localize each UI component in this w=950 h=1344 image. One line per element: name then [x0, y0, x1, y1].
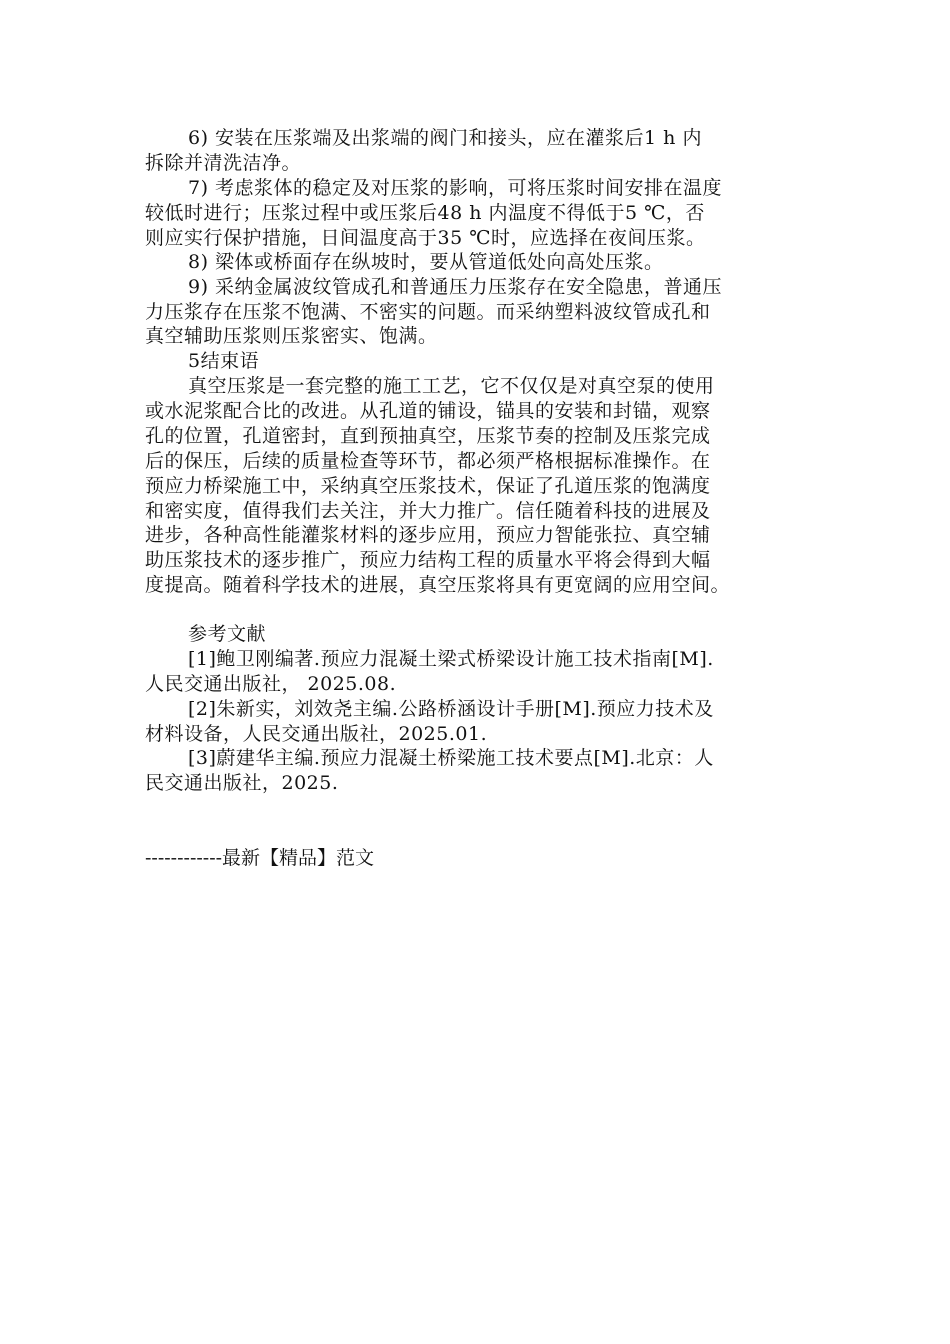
reference-line: [1]鲍卫刚编著.预应力混凝土梁式桥梁设计施工技术指南[M]. [188, 648, 714, 670]
paragraph-line: 真空压浆是一套完整的施工工艺，它不仅仅是对真空泵的使用 [188, 375, 715, 397]
footer-text: ------------最新【精品】范文 [145, 847, 375, 869]
paragraph-line: 9) 采纳金属波纹管成孔和普通压力压浆存在安全隐患，普通压 [188, 276, 723, 298]
paragraph-line: 力压浆存在压浆不饱满、不密实的问题。而采纳塑料波纹管成孔和 [145, 301, 711, 323]
paragraph-line: 6) 安装在压浆端及出浆端的阀门和接头，应在灌浆后1 h 内 [188, 127, 702, 149]
paragraph-line: 较低时进行；压浆过程中或压浆后48 h 内温度不得低于5 ℃，否 [145, 202, 705, 224]
paragraph-line: 真空辅助压浆则压浆密实、饱满。 [145, 325, 438, 347]
paragraph-line: 或水泥浆配合比的改进。从孔道的铺设，锚具的安装和封锚，观察 [145, 400, 711, 422]
reference-line: 人民交通出版社， 2025.08. [145, 673, 397, 695]
reference-line: [2]朱新实，刘效尧主编.公路桥涵设计手册[M].预应力技术及 [188, 698, 714, 720]
references-heading: 参考文献 [188, 623, 267, 645]
paragraph-line: 助压浆技术的逐步推广，预应力结构工程的质量水平将会得到大幅 [145, 549, 711, 571]
paragraph-line: 孔的位置，孔道密封，直到预抽真空，压浆节奏的控制及压浆完成 [145, 425, 711, 447]
paragraph-line: 后的保压，后续的质量检查等环节，都必须严格根据标准操作。在 [145, 450, 711, 472]
paragraph-line: 则应实行保护措施，日间温度高于35 ℃时，应选择在夜间压浆。 [145, 227, 706, 249]
reference-line: [3]蔚建华主编.预应力混凝土桥梁施工技术要点[M].北京：人 [188, 747, 714, 769]
paragraph-line: 和密实度，值得我们去关注，并大力推广。信任随着科技的进展及 [145, 500, 711, 522]
paragraph-line: 进步，各种高性能灌浆材料的逐步应用，预应力智能张拉、真空辅 [145, 524, 711, 546]
paragraph-line: 8) 梁体或桥面存在纵坡时，要从管道低处向高处压浆。 [188, 251, 664, 273]
reference-line: 民交通出版社，2025. [145, 772, 339, 794]
paragraph-line: 预应力桥梁施工中，采纳真空压浆技术，保证了孔道压浆的饱满度 [145, 475, 711, 497]
reference-line: 材料设备，人民交通出版社，2025.01. [145, 723, 488, 745]
paragraph-line: 度提高。随着科学技术的进展，真空压浆将具有更宽阔的应用空间。 [145, 574, 731, 596]
paragraph-line: 拆除并清洗洁净。 [145, 152, 302, 174]
paragraph-line: 7) 考虑浆体的稳定及对压浆的影响，可将压浆时间安排在温度 [188, 177, 723, 199]
section-heading: 5结束语 [188, 350, 260, 372]
